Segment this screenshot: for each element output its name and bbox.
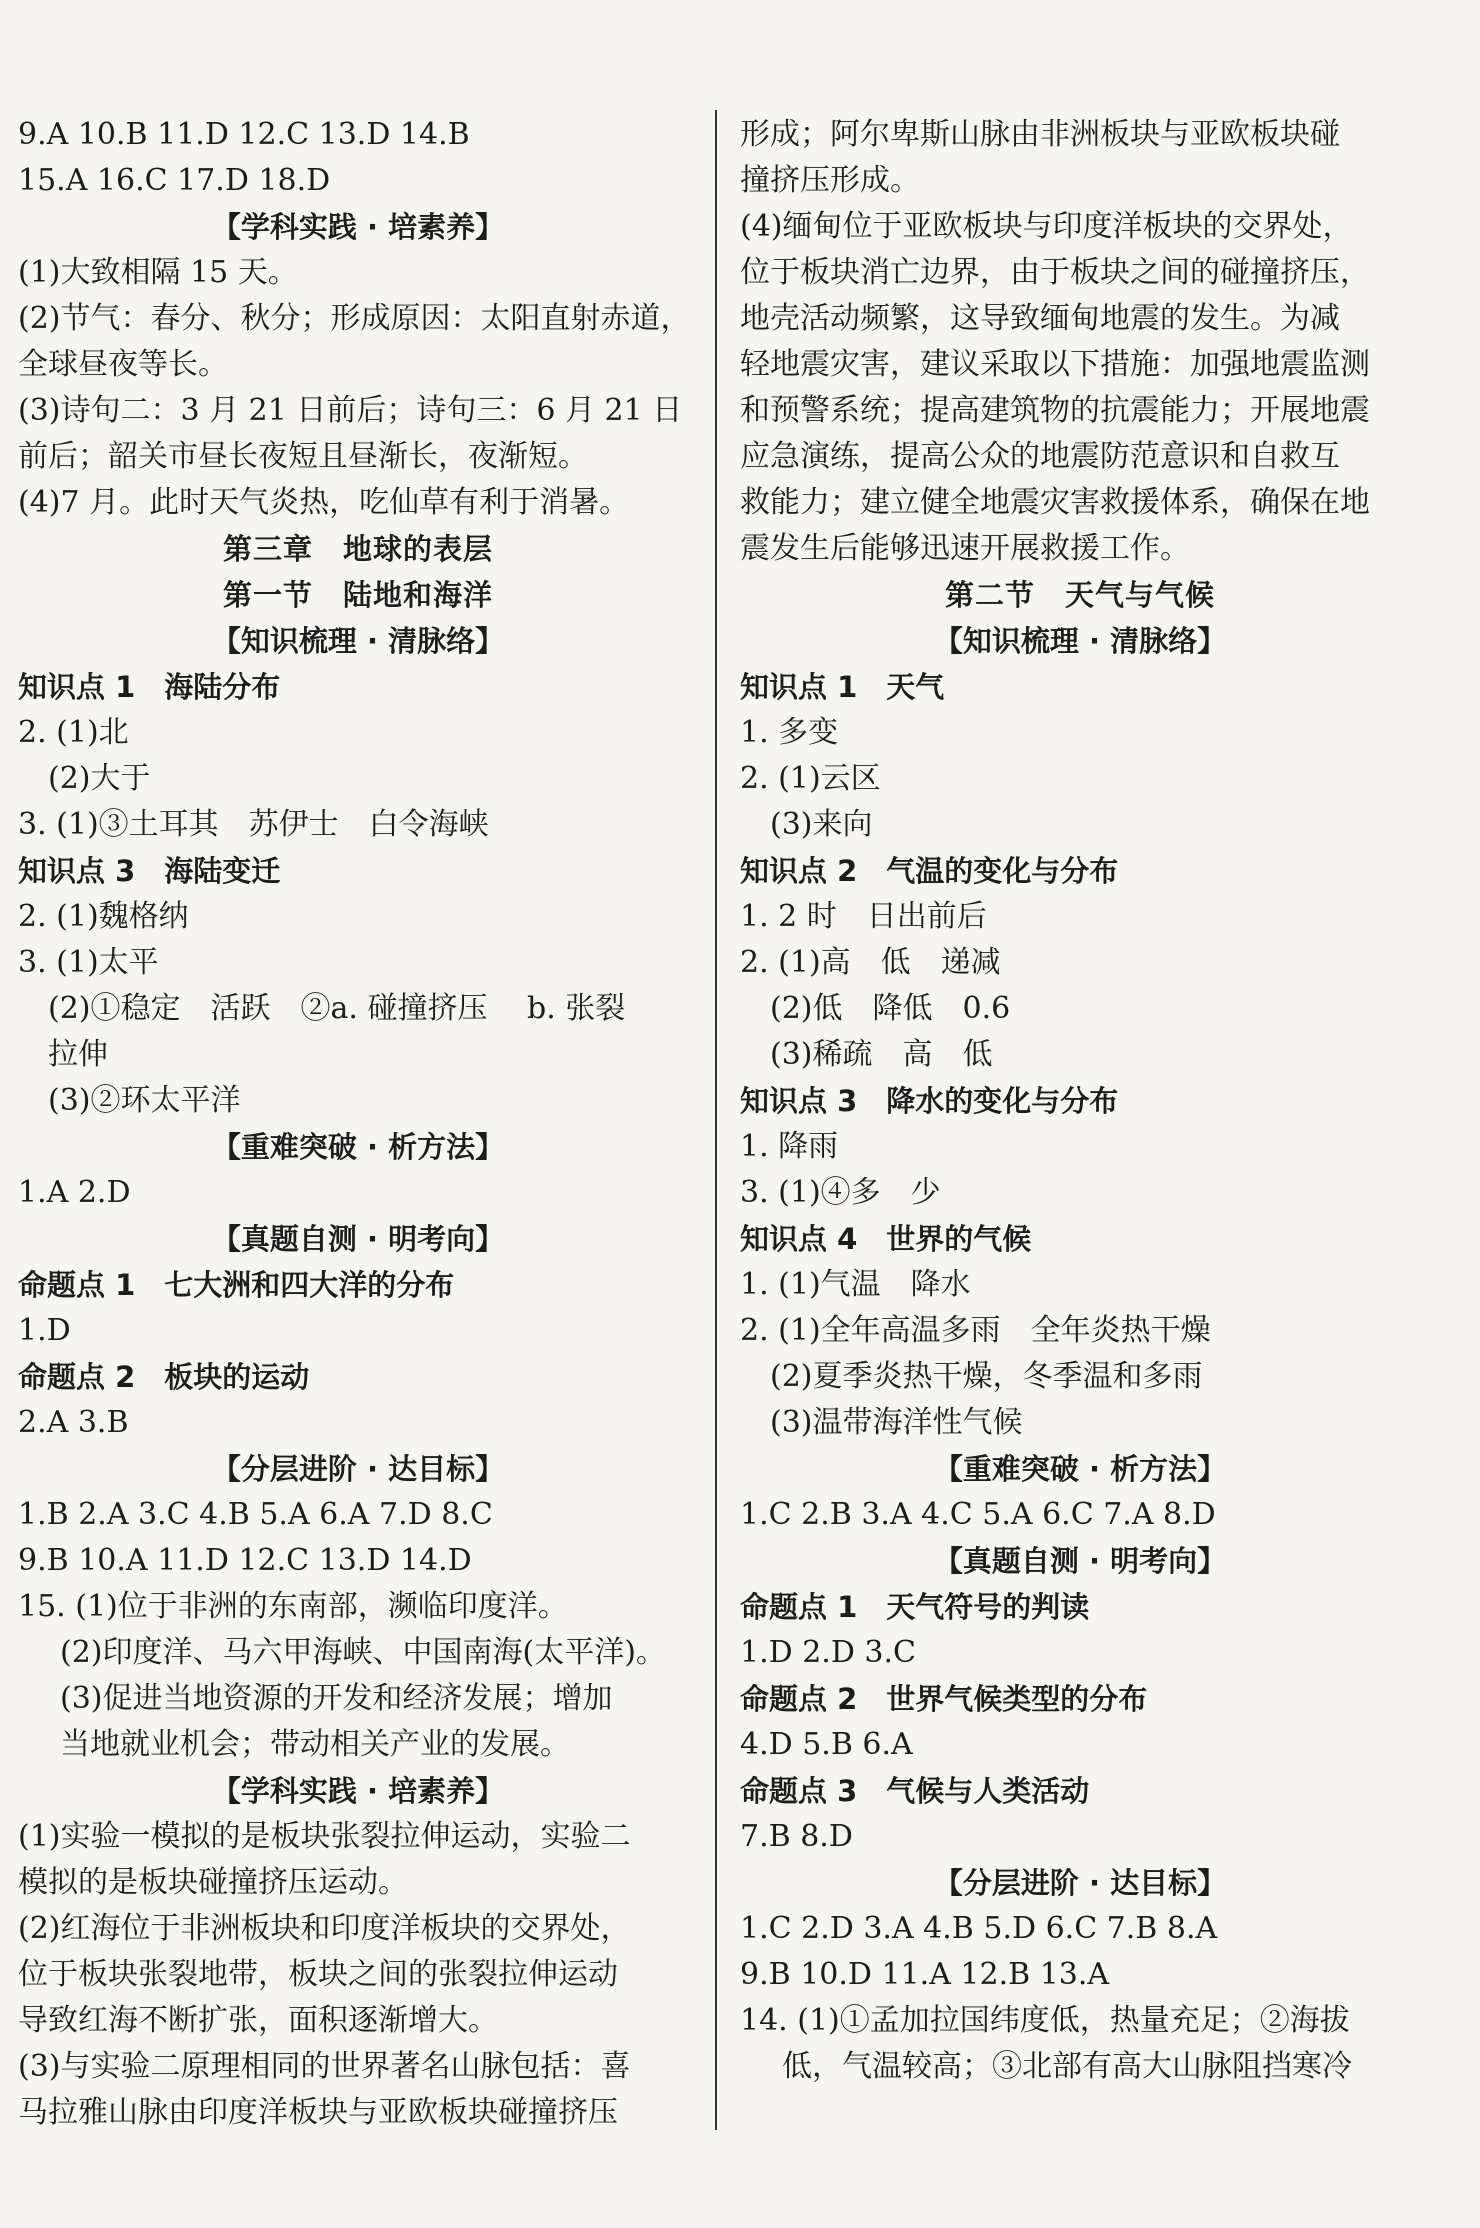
text-line: (2)低 降低 0.6 (770, 991, 1011, 1026)
text-line: 位于板块消亡边界，由于板块之间的碰撞挤压， (740, 255, 1370, 290)
text-line: 1. 多变 (740, 715, 839, 750)
knowledge-point-heading: 知识点 2 气温的变化与分布 (740, 854, 1119, 888)
answer-line: 1.A 2.D (18, 1175, 131, 1210)
text-line: 低，气温较高；③北部有高大山脉阻挡寒冷 (782, 2049, 1352, 2084)
answer-line: 1.B 2.A 3.C 4.B 5.A 6.A 7.D 8.C (18, 1497, 493, 1532)
answer-line: 1.C 2.D 3.A 4.B 5.D 6.C 7.B 8.A (740, 1911, 1218, 1946)
text-line: 3. (1)④多 少 (740, 1175, 941, 1210)
answer-line: 9.B 10.A 11.D 12.C 13.D 14.D (18, 1543, 472, 1578)
section-heading: 【真题自测 · 明考向】 (211, 1222, 505, 1256)
chapter-title: 第三章 地球的表层 (222, 532, 493, 566)
answer-line: 9.A 10.B 11.D 12.C 13.D 14.B (18, 117, 470, 152)
text-line: 马拉雅山脉由印度洋板块与亚欧板块碰撞挤压 (18, 2095, 618, 2130)
text-line: (4)缅甸位于亚欧板块与印度洋板块的交界处， (740, 209, 1353, 244)
text-line: 15. (1)位于非洲的东南部，濒临印度洋。 (18, 1589, 568, 1624)
text-line: 2. (1)云区 (740, 761, 881, 796)
knowledge-point-heading: 知识点 3 海陆变迁 (18, 854, 281, 888)
text-line: (3)温带海洋性气候 (770, 1405, 1023, 1440)
text-line: 位于板块张裂地带，板块之间的张裂拉伸运动 (18, 1957, 618, 1992)
text-line: (2)夏季炎热干燥，冬季温和多雨 (770, 1359, 1203, 1394)
answer-line: 1.C 2.B 3.A 4.C 5.A 6.C 7.A 8.D (740, 1497, 1216, 1532)
text-line: 2. (1)高 低 递减 (740, 945, 1001, 980)
text-line: (3)诗句二：3 月 21 日前后；诗句三：6 月 21 日 (18, 393, 683, 428)
section-heading: 【学科实践 · 培素养】 (211, 1774, 505, 1808)
section-heading: 【知识梳理 · 清脉络】 (211, 624, 505, 658)
text-line: 地壳活动频繁，这导致缅甸地震的发生。为减 (740, 301, 1340, 336)
text-line: 1. 降雨 (740, 1129, 839, 1164)
text-line: 3. (1)太平 (18, 945, 159, 980)
text-line: 拉伸 (48, 1037, 108, 1072)
chapter-title: 第二节 天气与气候 (944, 578, 1215, 612)
text-line: (2)节气：春分、秋分；形成原因：太阳直射赤道， (18, 301, 691, 336)
text-line: (3)稀疏 高 低 (770, 1037, 993, 1072)
section-heading: 【学科实践 · 培素养】 (211, 210, 505, 244)
text-line: 1. (1)气温 降水 (740, 1267, 971, 1302)
left-column (18, 112, 698, 2136)
knowledge-point-heading: 命题点 1 七大洲和四大洋的分布 (18, 1268, 455, 1302)
text-line: 和预警系统；提高建筑物的抗震能力；开展地震 (740, 393, 1370, 428)
answer-line: 7.B 8.D (740, 1819, 853, 1854)
section-heading: 【真题自测 · 明考向】 (933, 1544, 1227, 1578)
text-line: (3)来向 (770, 807, 873, 842)
text-line: 1. 2 时 日出前后 (740, 899, 987, 934)
answer-line: 1.D (18, 1313, 71, 1348)
knowledge-point-heading: 命题点 2 世界气候类型的分布 (740, 1682, 1148, 1716)
chapter-title: 第一节 陆地和海洋 (222, 578, 493, 612)
section-heading: 【重难突破 · 析方法】 (933, 1452, 1227, 1486)
knowledge-point-heading: 知识点 4 世界的气候 (740, 1222, 1032, 1256)
text-line: (1)实验一模拟的是板块张裂拉伸运动，实验二 (18, 1819, 631, 1854)
text-line: 震发生后能够迅速开展救援工作。 (740, 531, 1190, 566)
text-line: 当地就业机会；带动相关产业的发展。 (60, 1727, 570, 1762)
text-line: 2. (1)北 (18, 715, 129, 750)
section-heading: 【分层进阶 · 达目标】 (211, 1452, 505, 1486)
knowledge-point-heading: 知识点 1 海陆分布 (18, 670, 281, 704)
text-line: (3)②环太平洋 (48, 1083, 241, 1118)
text-line: 形成；阿尔卑斯山脉由非洲板块与亚欧板块碰 (740, 117, 1340, 152)
knowledge-point-heading: 命题点 1 天气符号的判读 (740, 1590, 1090, 1624)
knowledge-point-heading: 知识点 3 降水的变化与分布 (740, 1084, 1119, 1118)
text-line: 救能力；建立健全地震灾害救援体系，确保在地 (740, 485, 1370, 520)
text-line: (4)7 月。此时天气炎热，吃仙草有利于消暑。 (18, 485, 630, 520)
section-heading: 【分层进阶 · 达目标】 (933, 1866, 1227, 1900)
column-divider (715, 110, 717, 2130)
text-line: 2. (1)魏格纳 (18, 899, 189, 934)
text-line: 应急演练，提高公众的地震防范意识和自救互 (740, 439, 1340, 474)
text-line: 全球昼夜等长。 (18, 347, 228, 382)
answer-line: 2.A 3.B (18, 1405, 129, 1440)
answer-line: 1.D 2.D 3.C (740, 1635, 917, 1670)
text-line: (2)印度洋、马六甲海峡、中国南海(太平洋)。 (60, 1635, 666, 1670)
knowledge-point-heading: 知识点 1 天气 (740, 670, 945, 704)
section-heading: 【知识梳理 · 清脉络】 (933, 624, 1227, 658)
text-line: (1)大致相隔 15 天。 (18, 255, 298, 290)
text-line: 3. (1)③土耳其 苏伊士 白令海峡 (18, 807, 489, 842)
answer-line: 4.D 5.B 6.A (740, 1727, 913, 1762)
text-line: (2)红海位于非洲板块和印度洋板块的交界处， (18, 1911, 631, 1946)
answer-line: 9.B 10.D 11.A 12.B 13.A (740, 1957, 1110, 1992)
text-line: (3)促进当地资源的开发和经济发展；增加 (60, 1681, 613, 1716)
text-line: 轻地震灾害，建议采取以下措施：加强地震监测 (740, 347, 1370, 382)
text-line: (3)与实验二原理相同的世界著名山脉包括：喜 (18, 2049, 631, 2084)
text-line: (2)①稳定 活跃 ②a. 碰撞挤压 b. 张裂 (48, 991, 626, 1026)
right-column (740, 112, 1420, 2090)
answer-line: 15.A 16.C 17.D 18.D (18, 163, 331, 198)
text-line: 2. (1)全年高温多雨 全年炎热干燥 (740, 1313, 1211, 1348)
text-line: 模拟的是板块碰撞挤压运动。 (18, 1865, 408, 1900)
knowledge-point-heading: 命题点 3 气候与人类活动 (740, 1774, 1090, 1808)
knowledge-point-heading: 命题点 2 板块的运动 (18, 1360, 310, 1394)
text-line: 撞挤压形成。 (740, 163, 920, 198)
text-line: 14. (1)①孟加拉国纬度低，热量充足；②海拔 (740, 2003, 1350, 2038)
section-heading: 【重难突破 · 析方法】 (211, 1130, 505, 1164)
text-line: 导致红海不断扩张，面积逐渐增大。 (18, 2003, 498, 2038)
text-line: 前后；韶关市昼长夜短且昼渐长，夜渐短。 (18, 439, 588, 474)
text-line: (2)大于 (48, 761, 151, 796)
